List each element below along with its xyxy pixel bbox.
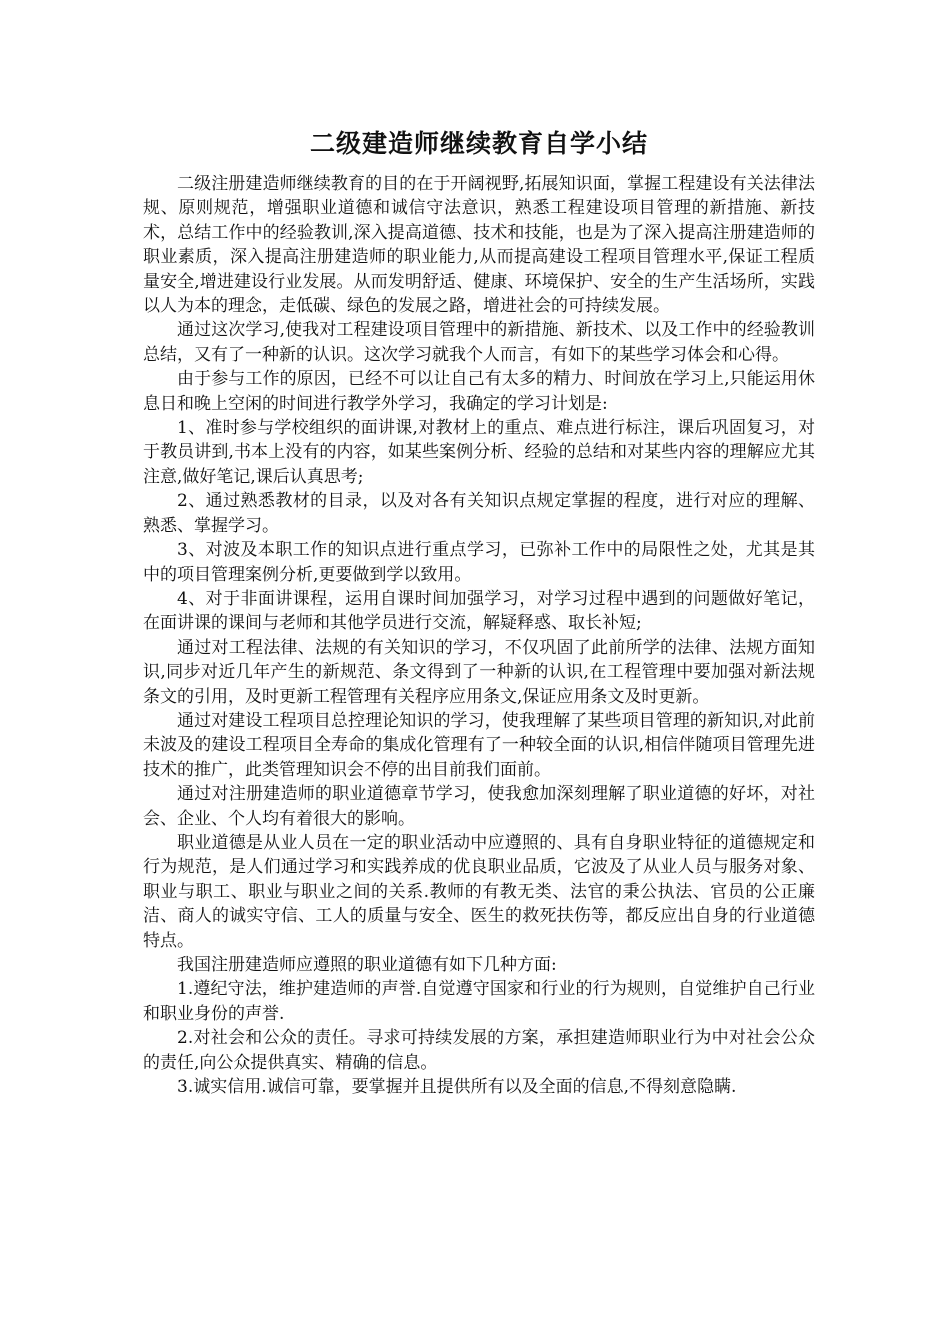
paragraph-study-plan: 由于参与工作的原因，已经不可以让自己有太多的精力、时间放在学习上,只能运用休息日和晚上空闲的时间进行教学外学习，我确定的学习计划是: [143,369,815,414]
paragraph-plan-item-3: 3、对波及本职工作的知识点进行重点学习，已弥补工作中的局限性之处，尤其是其中的项目管理案例分析,更要做到学以致用。 [143,540,815,585]
document-page [143,128,815,1099]
paragraph-ethics-item-1: 1.遵纪守法，维护建造师的声誉.自觉遵守国家和行业的行为规则，自觉维护自己行业和职业身份的声誉. [143,979,815,1024]
paragraph-ethics-item-3: 3.诚实信用.诚信可靠，要掌握并且提供所有以及全面的信息,不得刻意隐瞒. [177,1077,737,1098]
paragraph-ethics-definition: 职业道德是从业人员在一定的职业活动中应遵照的、具有自身职业特征的道德规定和行为规范，是人们通过学习和实践养成的优良职业品质，它波及了从业人员与服务对象、职业与职工、职业与职业之间的关系.教师的有教无类、法官的秉公执法、官员的公正廉洁、商人的诚实守信、工人的质量与安全、医生的救死扶伤等，都反应出自身的行业道德特点。 [143,832,815,951]
paragraph-ethics-aspects: 我国注册建造师应遵照的职业道德有如下几种方面: [177,955,557,975]
paragraph-plan-item-2: 2、通过熟悉教材的目录，以及对各有关知识点规定掌握的程度，进行对应的理解、熟悉、掌握学习。 [143,491,815,536]
document-title: 二级建造师继续教育自学小结 [309,129,648,158]
paragraph-law-study: 通过对工程法律、法规的有关知识的学习，不仅巩固了此前所学的法律、法规方面知识,同步对近几年产生的新规范、条文得到了一种新的认识,在工程管理中要加强对新法规条文的引用，及时更新工程管理有关程序应用条文,保证应用条文及时更新。 [143,637,815,707]
paragraph-intro: 二级注册建造师继续教育的目的在于开阔视野,拓展知识面，掌握工程建设有关法律法规、原则规范，增强职业道德和诚信守法意识，熟悉工程建设项目管理的新措施、新技术，总结工作中的经验教训,深入提高道德、技术和技能，也是为了深入提高注册建造师的职业素质，深入提高注册建造师的职业能力,从而提高建设工程项目管理水平,保证工程质量安全,增进建设行业发展。从而发明舒适、健康、环境保护、安全的生产生活场所，实践以人为本的理念，走低碳、绿色的发展之路，增进社会的可持续发展。 [143,174,815,317]
paragraph-ethics-study: 通过对注册建造师的职业道德章节学习，使我愈加深刻理解了职业道德的好坏，对社会、企业、个人均有着很大的影响。 [143,784,815,829]
paragraph-plan-item-4: 4、对于非面讲课程，运用自课时间加强学习，对学习过程中遇到的问题做好笔记，在面讲课的课间与老师和其他学员进行交流，解疑释惑、取长补短; [143,588,815,634]
paragraph-study-summary: 通过这次学习,使我对工程建设项目管理中的新措施、新技术、以及工作中的经验教训总结，又有了一种新的认识。这次学习就我个人而言，有如下的某些学习体会和心得。 [143,320,815,365]
paragraph-project-control: 通过对建设工程项目总控理论知识的学习，使我理解了某些项目管理的新知识,对此前未波及的建设工程项目全寿命的集成化管理有了一种较全面的认识,相信伴随项目管理先进技术的推广，此类管理知识会不停的出目前我们面前。 [143,710,815,780]
paragraph-plan-item-1: 1、准时参与学校组织的面讲课,对教材上的重点、难点进行标注，课后巩固复习，对于教员讲到,书本上没有的内容，如某些案例分析、经验的总结和对某些内容的理解应尤其注意,做好笔记,课后认真思考; [143,418,815,487]
paragraph-ethics-item-2: 2.对社会和公众的责任。寻求可持续发展的方案，承担建造师职业行为中对社会公众的责任,向公众提供真实、精确的信息。 [143,1028,815,1073]
